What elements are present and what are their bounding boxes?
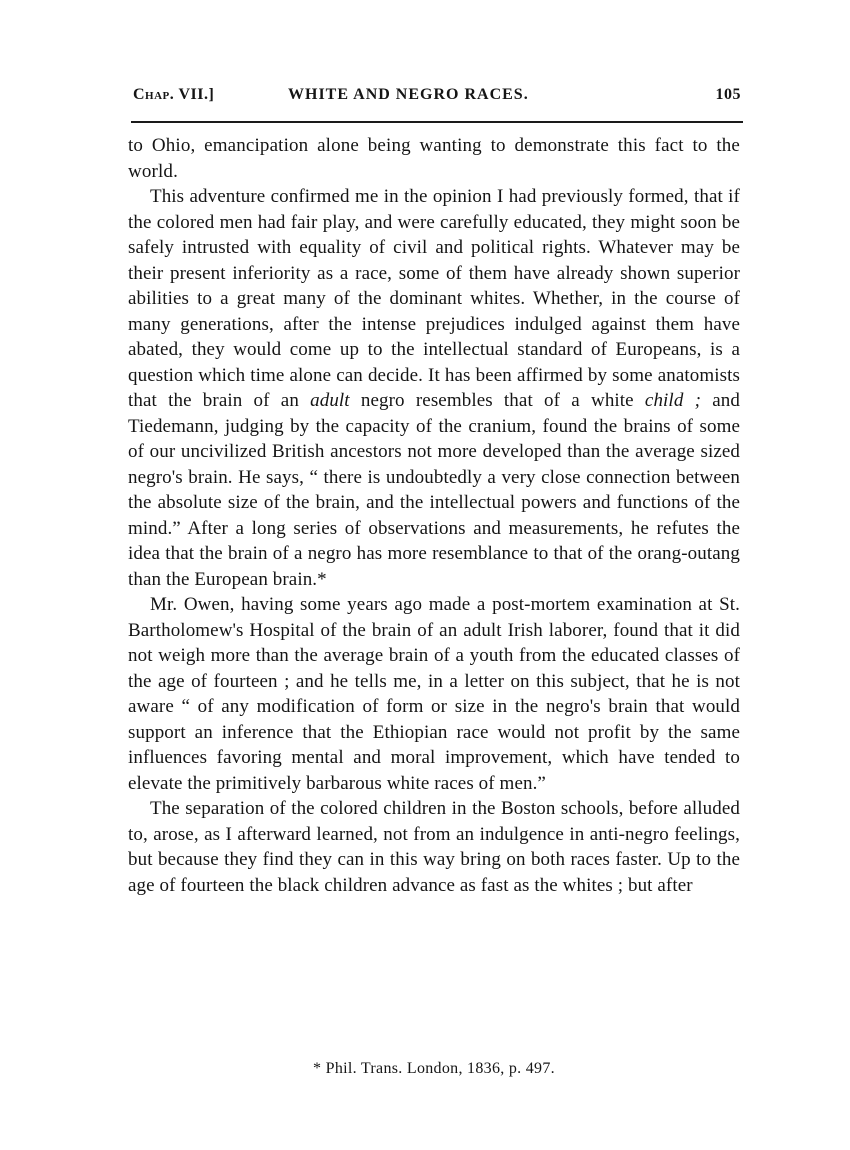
body-text [128,133,740,898]
header-rule [131,121,743,123]
text-run: and Tiedemann, judging by the capacity of the cranium, found the brains of some of our uncivilized British ancestors not more developed than the average sized negro's brain. He says, “ there is undoubtedly a very close connection between the absolute size of the brain, and the intellectual powers and functions of the mind.” After a long series of observations and measurements, he refutes the idea that the brain of a negro has more resemblance to that of the orang-outang than the European brain.* [128,390,740,590]
paragraph [128,796,740,898]
text-run: The separation of the colored children in the Boston schools, before alluded to, arose, as I afterward learned, not from an indulgence in anti-negro feelings, but because they find they can in this way bring on both races faster. Up to the age of fourteen the black children advance as fast as the whites ; but after [128,798,740,896]
text-run: negro resembles that of a white [349,390,645,411]
text-run: Mr. Owen, having some years ago made a post-mortem examination at St. Bartholomew's Hospital of the brain of an adult Irish laborer, found that it did not weigh more than the average brain of a youth from the educated classes of the age of fourteen ; and he tells me, in a letter on this subject, that he is not aware “ of any modification of form or size in the negro's brain that would support an inference that the Ethiopian race would not profit by the same influences favoring mental and moral improvement, which have tended to elevate the primitively barbarous white races of men.” [128,594,740,794]
footnote: * Phil. Trans. London, 1836, p. 497. [313,1060,555,1077]
paragraph [128,184,740,592]
italic-text: adult [310,390,350,411]
text-run: This adventure confirmed me in the opinion I had previously formed, that if the colored men had fair play, and were carefully educated, they might soon be safely intrusted with equality of civil and political rights. Whatever may be their present inferiority as a race, some of them have already shown superior abilities to a great many of the dominant whites. Whether, in the course of many generations, after the intense prejudices indulged against them have abated, they would come up to the intellectual standard of Europeans, is a question which time alone can decide. It has been affirmed by some anatomists that the brain of an [128,186,740,411]
page-number: 105 [715,86,741,103]
paragraph-continued [128,133,740,184]
paragraph [128,592,740,796]
italic-text: child ; [644,390,702,411]
text-run: to Ohio, emancipation alone being wanting to demonstrate this fact to the world. [128,135,740,182]
chapter-label: Chap. VII.] [133,86,215,103]
running-head [133,86,741,110]
running-title: WHITE AND NEGRO RACES. [288,86,529,103]
